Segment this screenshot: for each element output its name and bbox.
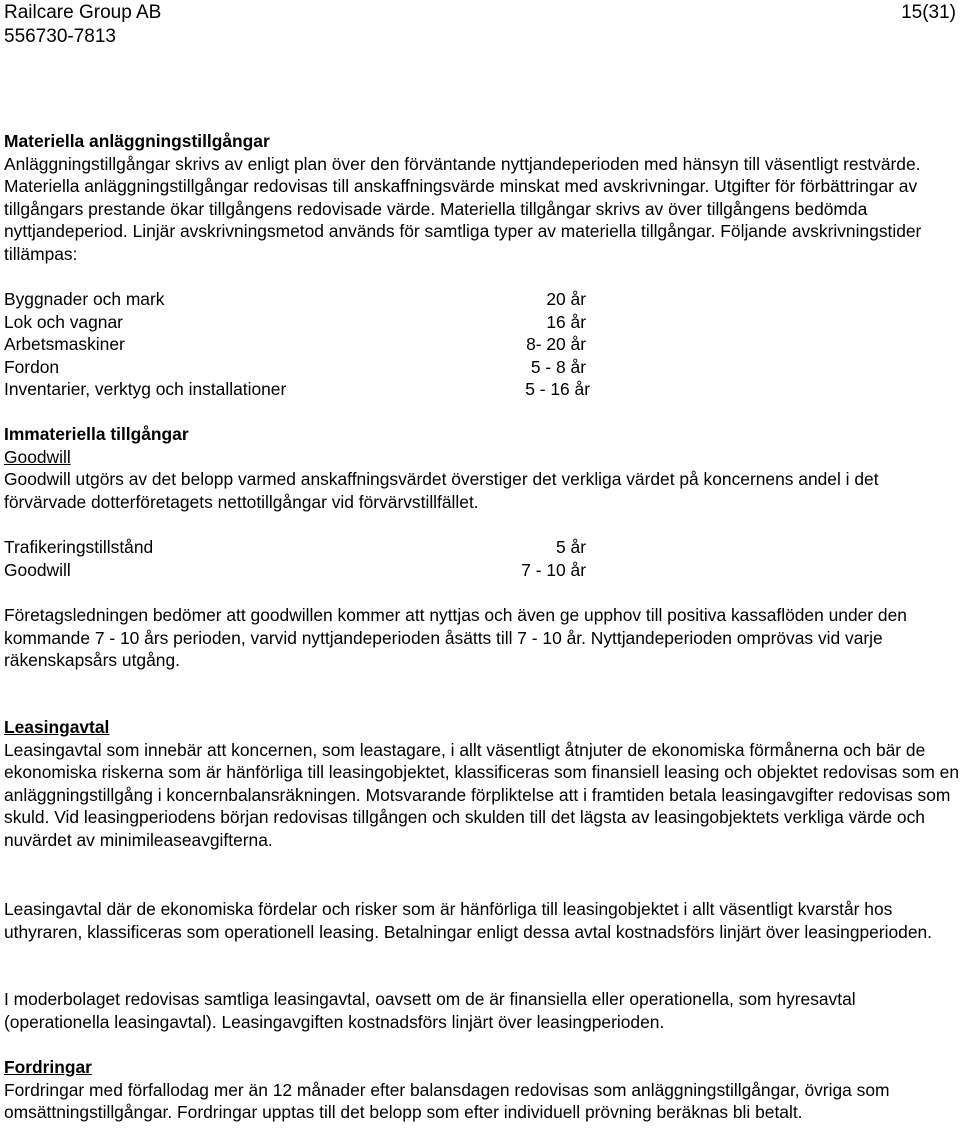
paragraph-goodwill-assessment: Företagsledningen bedömer att goodwillen kommer att nyttjas och även ge upphov till positiva kassaflöden under den kommande 7 - 10 års perioden, varvid nyttjandeperioden åsätts till 7 - 10 år. Nyttjandeperioden omprövas vid varje räkenskapsårs utgång. (4, 605, 907, 671)
section-fordringar (4, 1056, 960, 1124)
paragraph-leasing-parent (4, 988, 960, 1033)
depreciation-row (4, 288, 604, 311)
row-label: Arbetsmaskiner (4, 334, 125, 355)
row-value: 16 år (546, 311, 586, 332)
row-value: 5 år (556, 537, 586, 557)
section-leasing (4, 716, 960, 852)
section-title-fordringar: Fordringar (4, 1057, 92, 1077)
paragraph-leasing-3: I moderbolaget redovisas samtliga leasingavtal, oavsett om de är finansiella eller operationella, som hyresavtal (operationella leasingavtal). Leasingavgiften kostnadsförs linjärt över leasingperioden. (4, 989, 856, 1032)
row-label: Lok och vagnar (4, 311, 123, 332)
header-left (4, 1, 161, 49)
row-value: 20 år (546, 289, 586, 309)
depreciation-row (4, 333, 604, 356)
row-value: 7 - 10 år (521, 559, 586, 580)
row-label: Fordon (4, 356, 60, 377)
paragraph-leasing-1: Leasingavtal som innebär att koncernen, som leastagare, i allt väsentligt åtnjuter de ekonomiska förmånerna och bär de ekonomiska riskerna som är hänförliga till leasingobjektet, klassificeras som finansiell leasing och objektet redovisas som en anläggningstillgång i koncernbalansräkningen. Motsvarande förpliktelse att i framtiden betala leasingavgifter redovisas som skuld. Vid leasingperiodens början redovisas tillgången och skulden till det lägsta av leasingobjektets verkliga värde och nuvärdet av minimileaseavgifterna. (4, 739, 960, 850)
page-number: 15(31) (901, 2, 956, 23)
paragraph-goodwill: Goodwill utgörs av det belopp varmed anskaffningsvärdet överstiger det verkliga värdet på koncernens andel i det förvärvade dotterföretagets nettotillgångar vid förvärvstillfället. (4, 469, 879, 512)
row-label: Byggnader och mark (4, 289, 165, 309)
section-materiella (4, 130, 944, 266)
paragraph-management (4, 604, 960, 672)
amortization-table (4, 536, 604, 581)
section-immateriella (4, 423, 960, 513)
amortization-row (4, 536, 604, 559)
paragraph-fordringar: Fordringar med förfallodag mer än 12 månader efter balansdagen redovisas som anläggningstillgångar, övriga som omsättningstillgångar. Fordringar upptas till det belopp som efter individuell prövning beräknas bli betalt. (4, 1079, 890, 1123)
row-label: Inventarier, verktyg och installationer (4, 379, 287, 400)
row-value: 5 - 8 år (530, 356, 586, 377)
depreciation-row (4, 378, 604, 401)
paragraph-leasing-2: Leasingavtal där de ekonomiska fördelar och risker som är hänförliga till leasingobjektet i allt väsentligt kvarstår hos uthyraren, klassificeras som operationell leasing. Betalningar enligt dessa avtal kostnadsförs linjärt över leasingperioden. (4, 899, 933, 942)
row-label: Trafikeringstillstånd (4, 537, 154, 557)
org-number: 556730-7813 (4, 26, 116, 47)
row-value: 5 - 16 år (525, 379, 590, 400)
row-value: 8- 20 år (526, 334, 586, 355)
row-label: Goodwill (4, 559, 71, 580)
company-name: Railcare Group AB (4, 2, 162, 23)
subtitle-goodwill: Goodwill (4, 446, 71, 467)
section-title-materiella: Materiella anläggningstillgångar (4, 131, 270, 151)
section-title-leasing: Leasingavtal (4, 717, 110, 737)
depreciation-row (4, 311, 604, 334)
paragraph-leasing-operational (4, 898, 960, 943)
depreciation-table (4, 288, 604, 401)
paragraph-materiella: Anläggningstillgångar skrivs av enligt plan över den förväntande nyttjandeperioden med hänsyn till väsentligt restvärde. Materiella anläggningstillgångar redovisas till anskaffningsvärde minskat med avskrivningar. Utgifter för förbättringar av tillgångars prestande ökar tillgångens redovisade värde. Materiella tillgångar skrivs av över tillgångens bedömda nyttjandeperiod. Linjär avskrivningsmetod används för samtliga typer av materiella tillgångar. Följande avskrivningstider tillämpas: (4, 153, 922, 264)
depreciation-row (4, 356, 604, 379)
section-title-immateriella: Immateriella tillgångar (4, 424, 189, 444)
amortization-row (4, 559, 604, 582)
